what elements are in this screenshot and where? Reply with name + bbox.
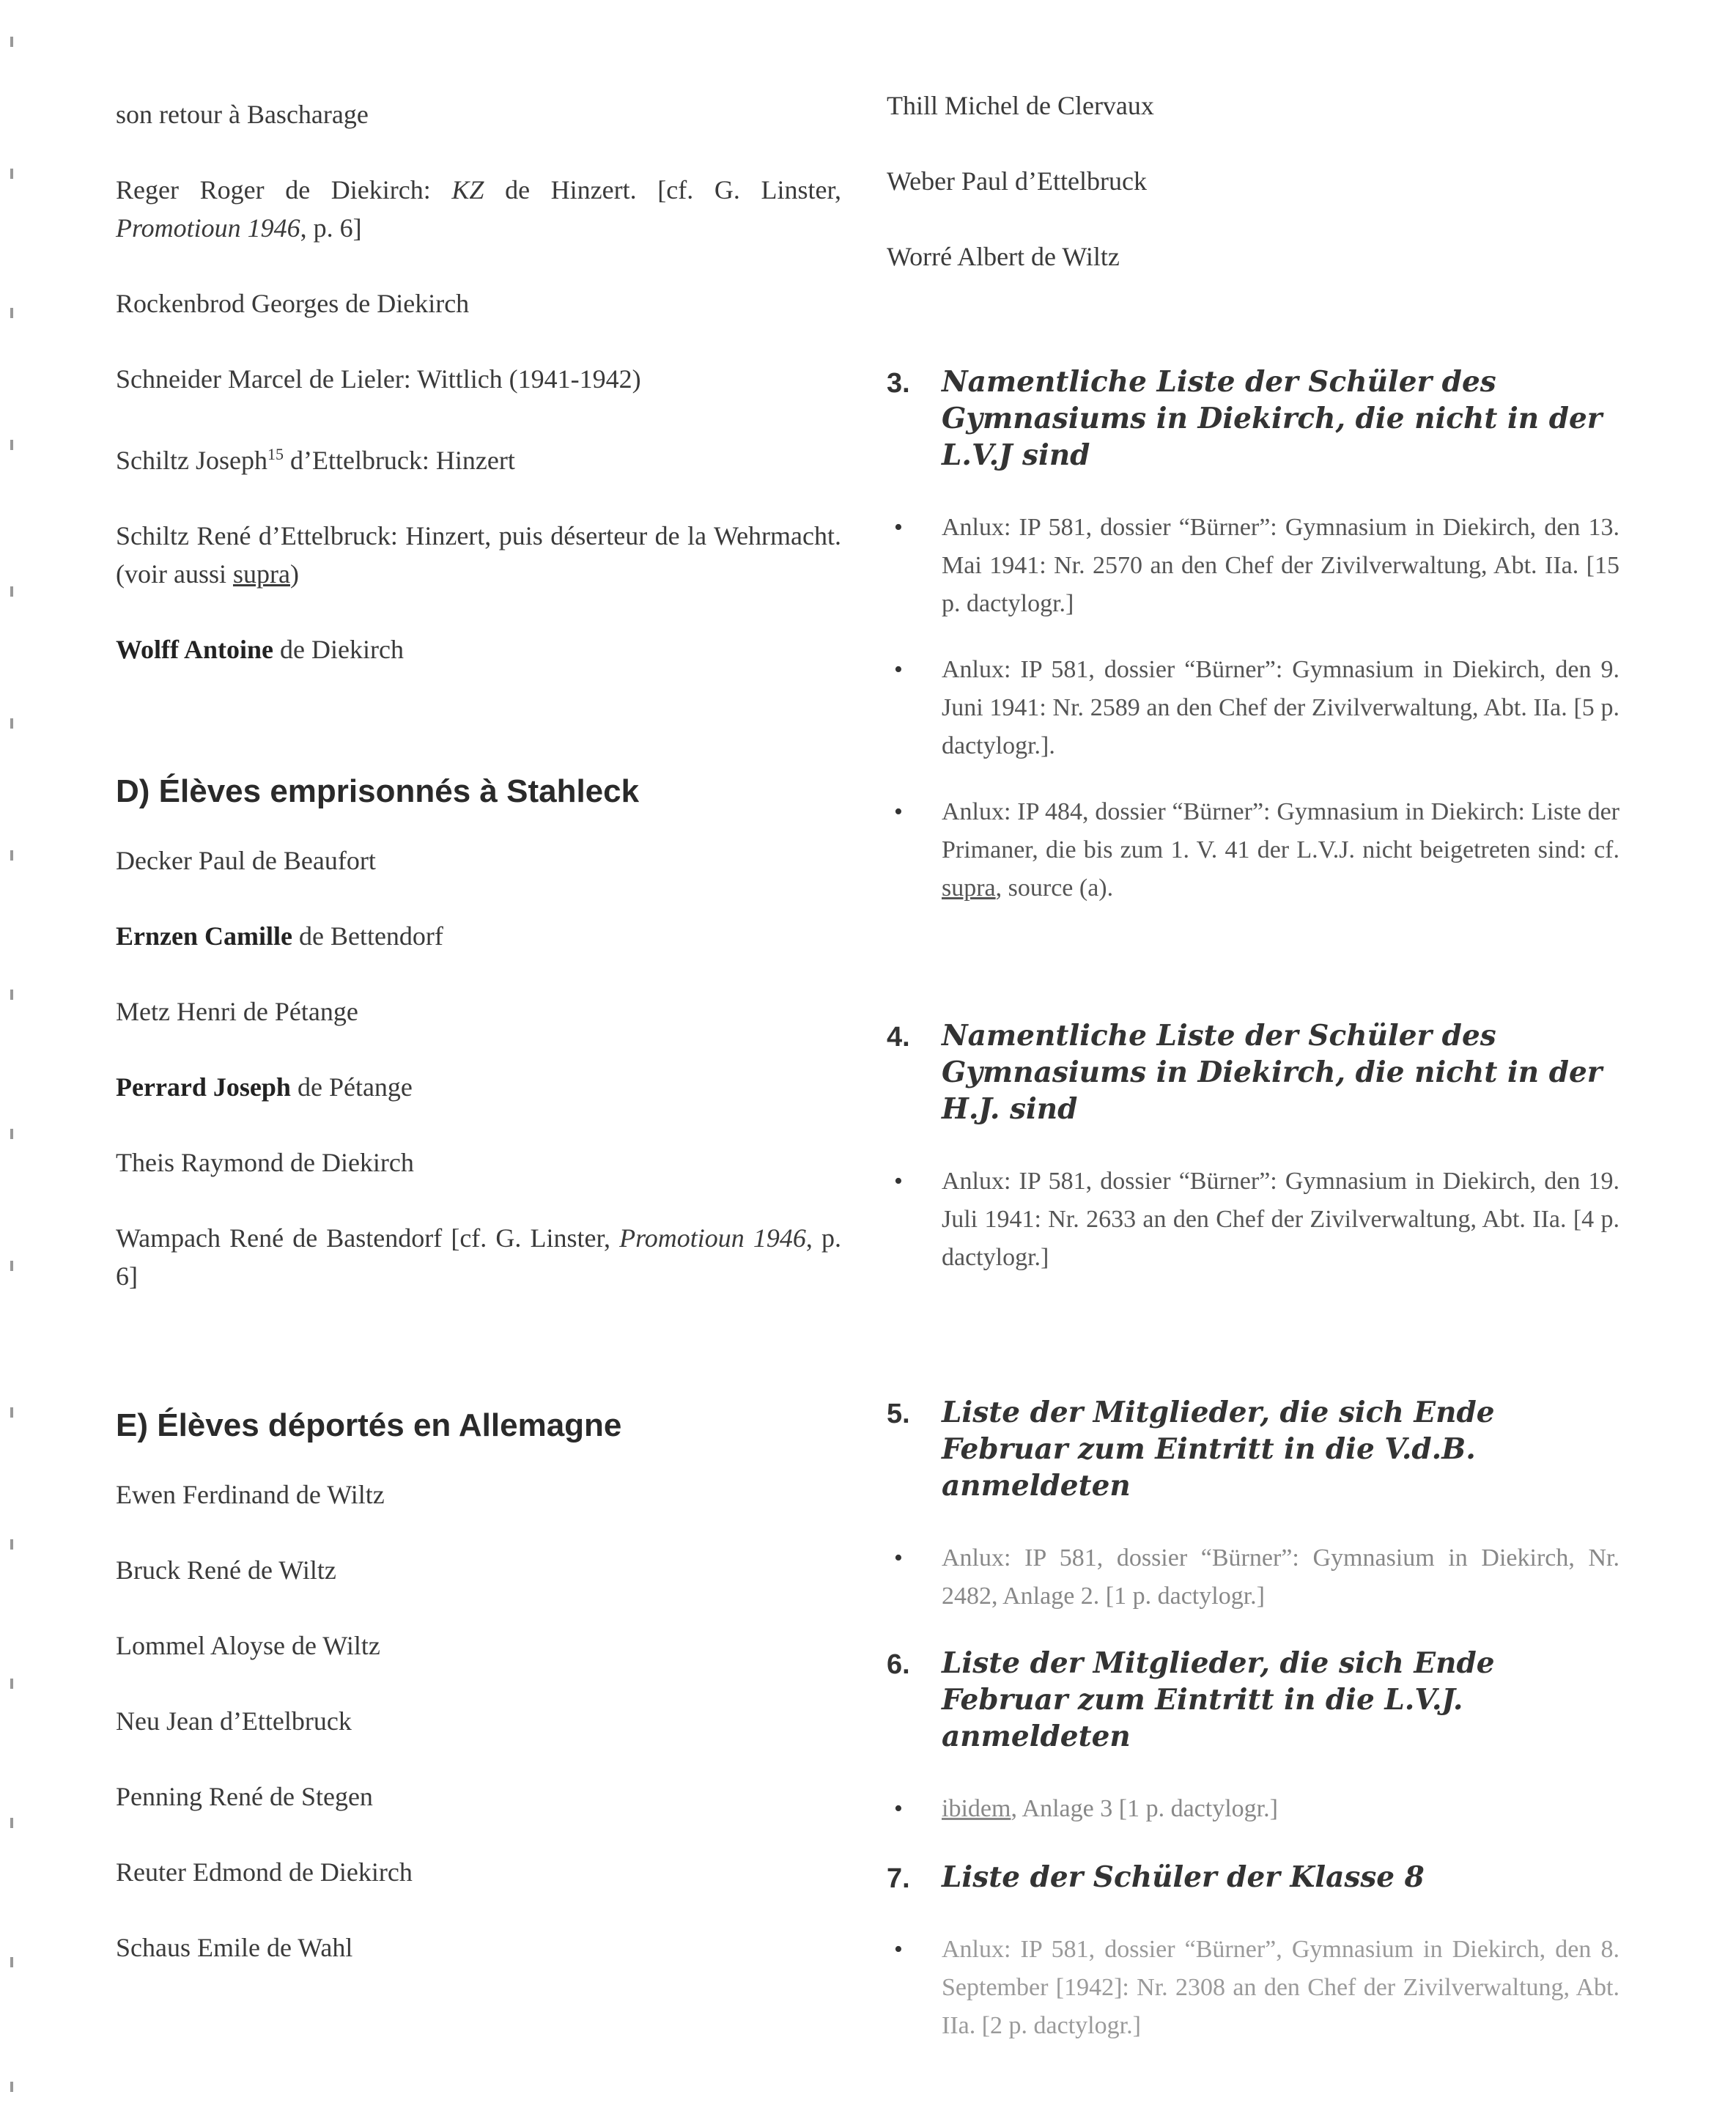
source-bullet: • Anlux: IP 484, dossier “Bürner”: Gymnasium in Diekirch: Liste der Primaner, die bis zum 1. V. 41 der L.V.J. nicht beigetreten sind: cf. supra, source (a). [894, 798, 1619, 902]
source-bullet: • Anlux: IP 581, dossier “Bürner”: Gymnasium in Diekirch, den 13. Mai 1941: Nr. 2570 an den Chef der Zivilverwaltung, Abt. IIa. [15 p. dactylogr.] [894, 514, 1619, 617]
list-item: Neu Jean d’Ettelbruck [116, 1706, 352, 1736]
section-7-heading [887, 1859, 1619, 1896]
list-item: Wampach René de Bastendorf [cf. G. Linster, Promotioun 1946, p. 6] [116, 1223, 842, 1291]
section-3-heading [887, 364, 1619, 474]
list-item: Worré Albert de Wiltz [887, 242, 1120, 271]
list-item: Theis Raymond de Diekirch [116, 1148, 414, 1177]
list-item: Schaus Emile de Wahl [116, 1933, 353, 1962]
source-bullet: • Anlux: IP 581, dossier “Bürner”: Gymnasium in Diekirch, den 19. Juli 1941: Nr. 2633 an den Chef der Zivilverwaltung, Abt. IIa. [4 p. dactylogr.] [894, 1168, 1619, 1271]
section-number: 4. [887, 1022, 910, 1053]
list-item: Reger Roger de Diekirch: KZ de Hinzert. [cf. G. Linster, Promotioun 1946, p. 6] [116, 175, 841, 243]
source-bullet: • ibidem, Anlage 3 [1 p. dactylogr.] [894, 1795, 1278, 1822]
supra-link[interactable]: supra [232, 559, 290, 589]
right-column [887, 86, 1619, 2045]
source-bullet: • Anlux: IP 581, dossier “Bürner”: Gymnasium in Diekirch, Nr. 2482, Anlage 2. [1 p. dactylogr.] [894, 1544, 1619, 1610]
list-item: Wolff Antoine de Diekirch [116, 635, 404, 664]
list-item: Penning René de Stegen [116, 1782, 373, 1811]
source-bullet: • Anlux: IP 581, dossier “Bürner”, Gymnasium in Diekirch, den 8. September [1942]: Nr. 2308 an den Chef der Zivilverwaltung, Abt. IIa. [2 p. dactylogr.] [894, 1936, 1619, 2039]
list-item: Reuter Edmond de Diekirch [116, 1857, 413, 1887]
list-item: Schiltz Joseph$^{15}$ d’Ettelbruck: Hinzert [116, 445, 515, 475]
list-item: Schneider Marcel de Lieler: Wittlich (1941-1942) [116, 364, 641, 394]
ibidem-link[interactable]: ibidem [942, 1795, 1011, 1822]
section-5-heading [887, 1394, 1619, 1504]
section-title: Namentliche Liste der Schüler des Gymnasiums in Diekirch, die nicht in der H.J. sind [942, 1019, 1603, 1126]
source-bullet: • Anlux: IP 581, dossier “Bürner”: Gymnasium in Diekirch, den 9. Juni 1941: Nr. 2589 an den Chef der Zivilverwaltung, Abt. IIa. [5 p. dactylogr.]. [894, 656, 1619, 759]
section-number: 7. [887, 1863, 910, 1894]
section-title: Namentliche Liste der Schüler des Gymnasiums in Diekirch, die nicht in der L.V.J sind [942, 365, 1603, 472]
section-number: 5. [887, 1399, 910, 1429]
section-6-heading [887, 1645, 1619, 1755]
list-item: Ewen Ferdinand de Wiltz [116, 1480, 385, 1509]
section-title: Liste der Mitglieder, die sich Ende Februar zum Eintritt in die V.d.B. anmeldeten [942, 1396, 1495, 1503]
list-item: Perrard Joseph de Pétange [116, 1072, 413, 1102]
section-e-heading: E) Élèves déportés en Allemagne [116, 1407, 622, 1443]
list-item: Schiltz René d’Ettelbruck: Hinzert, puis déserteur de la Wehrmacht. (voir aussi supra) [116, 521, 841, 589]
list-item: Bruck René de Wiltz [116, 1555, 336, 1585]
list-item: Weber Paul d’Ettelbruck [887, 166, 1147, 196]
section-4-heading [887, 1017, 1619, 1127]
section-number: 6. [887, 1649, 910, 1680]
footnote-ref: 15 [267, 445, 284, 463]
list-item: son retour à Bascharage [116, 100, 369, 129]
list-item: Metz Henri de Pétange [116, 997, 358, 1026]
list-item: Rockenbrod Georges de Diekirch [116, 289, 470, 318]
section-d-heading: D) Élèves emprisonnés à Stahleck [116, 773, 640, 809]
list-item: Decker Paul de Beaufort [116, 846, 376, 875]
left-column [116, 86, 841, 2004]
list-item: Ernzen Camille de Bettendorf [116, 921, 443, 951]
list-item: Thill Michel de Clervaux [887, 91, 1154, 120]
scan-margin-marks [10, 0, 25, 2111]
list-item: Lommel Aloyse de Wiltz [116, 1631, 380, 1660]
supra-link[interactable]: supra [942, 874, 996, 902]
section-number: 3. [887, 368, 910, 399]
section-title: Liste der Mitglieder, die sich Ende Februar zum Eintritt in die L.V.J. anmeldeten [942, 1646, 1495, 1753]
section-title: Liste der Schüler der Klasse 8 [942, 1860, 1425, 1894]
